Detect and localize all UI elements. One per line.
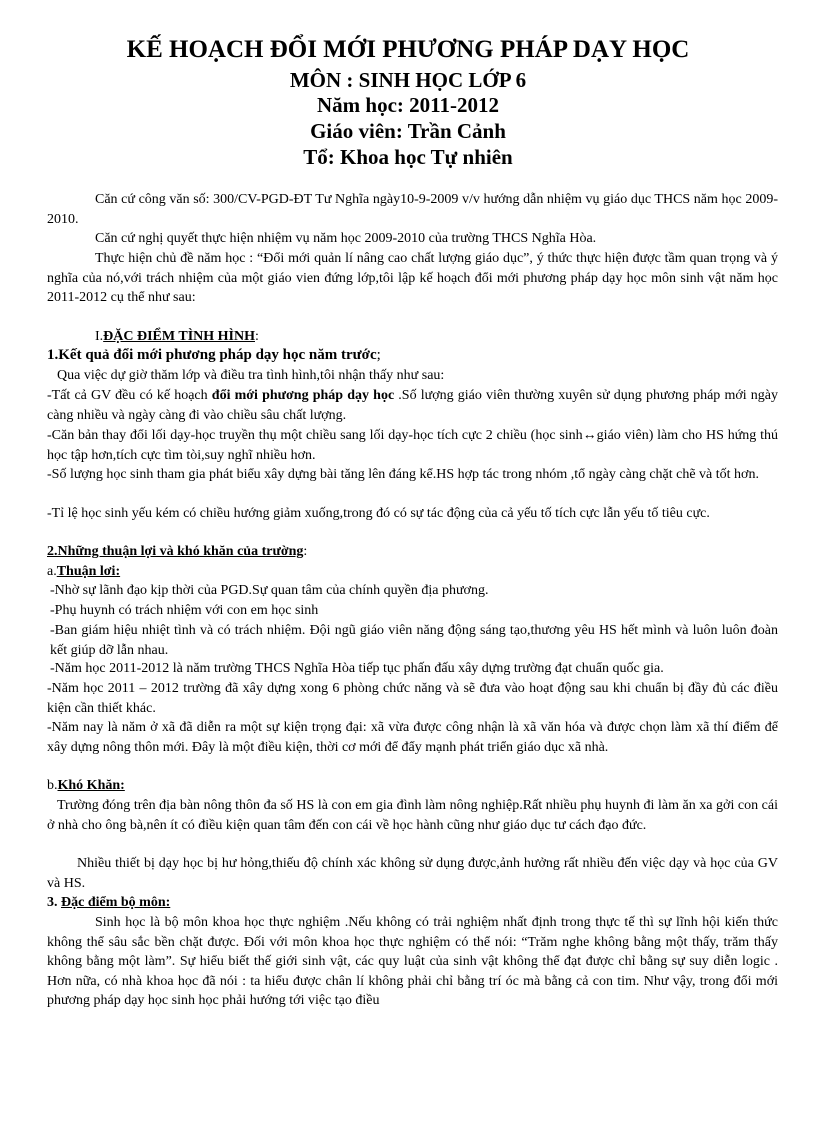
subsection-2-title: 2.Những thuận lợi và khó khăn của trường [47, 544, 304, 559]
doc-teacher: Giáo viên: Trần Cảnh [310, 119, 506, 143]
doc-school-year: Năm học: 2011-2012 [317, 93, 499, 117]
result-item-2: -Căn bản thay đổi lối dạy-học truyền thụ một chiều sang lối dạy-học tích cực 2 chiều (học sinh↔giáo viên) làm cho HS hứng thú học tập hơn,tích cực tìm tòi,suy nghĩ nhiều hơn. [47, 428, 778, 463]
subsection-3-text: Sinh học là bộ môn khoa học thực nghiệm .Nếu không có trải nghiệm nhất định trong thực tế thì sự lĩnh hội kiến thức không thể sâu sắc bền chặt được. Đối với môn khoa học thực nghiệm có thể nói: “Trăm nghe không bằng một thấy, trăm thấy không bằng một làm”. Sự hiểu biết thế giới sinh vật, các quy luật của sinh vật không thể đạt được chỉ bằng sự suy diễn logic . Hơn nữa, có nhà khoa học đã nói : ta hiểu được chân lí không phải chỉ bằng trí óc mà bằng cả con tim. Như vậy, trong đổi mới phương pháp dạy học sinh học phải hướng tới việc tạo điều [47, 915, 778, 1008]
advantage-item: -Phụ huynh có trách nhiệm với con em học sinh [50, 603, 319, 618]
result-item-1-text: -Tất cả GV đều có kế hoạch [47, 388, 212, 403]
intro-paragraph-1: Căn cứ công văn số: 300/CV-PGD-ĐT Tư Nghĩa ngày10-9-2009 v/v hướng dẫn nhiệm vụ giáo dục THCS năm học 2009-2010. [47, 192, 778, 227]
advantage-item: -Năm học 2011 – 2012 trường đã xây dựng xong 6 phòng chức năng và sẽ đưa vào hoạt động sau khi chuẩn bị đầy đủ các điều kiện cần thiết khác. [47, 681, 778, 716]
difficulty-item: Nhiều thiết bị dạy học bị hư hỏng,thiếu độ chính xác không sử dụng được,ảnh hưởng rất nhiều đến việc dạy và học của GV và HS. [47, 856, 778, 891]
section-heading [47, 327, 778, 347]
subsection-3-heading [47, 893, 778, 913]
subsection-1-intro: Qua việc dự giờ thăm lớp và điều tra tình hình,tôi nhận thấy như sau: [57, 368, 445, 383]
doc-title: KẾ HOẠCH ĐỔI MỚI PHƯƠNG PHÁP DẠY HỌC [126, 36, 690, 63]
section-title: ĐẶC ĐIỂM TÌNH HÌNH [103, 329, 255, 344]
subsection-2-heading [47, 542, 778, 562]
subsection-3-title: Đặc điểm bộ môn: [61, 895, 171, 910]
advantages-prefix: a. [47, 564, 57, 579]
advantages-title: Thuận lơi: [56, 564, 121, 579]
advantages-heading [47, 562, 778, 582]
subsection-1-suffix: ; [376, 347, 381, 363]
difficulties-heading [47, 776, 778, 796]
result-item-1-bold: đổi mới phương pháp dạy học [211, 388, 395, 403]
difficulties-prefix: b. [47, 778, 58, 793]
result-item-4: -Tỉ lệ học sinh yếu kém có chiều hướng giảm xuống,trong đó có sự tác động của cả yếu tố tích cực lẫn yếu tố tiêu cực. [47, 506, 710, 521]
doc-subject: MÔN : SINH HỌC LỚP 6 [289, 68, 527, 92]
section-title-suffix: : [254, 329, 259, 344]
result-item-1 [47, 386, 778, 425]
subsection-1-title: 1.Kết quả đổi mới phương pháp dạy học năm trước [47, 347, 377, 363]
intro-paragraph-2: Căn cứ nghị quyết thực hiện nhiệm vụ năm học 2009-2010 của trường THCS Nghĩa Hòa. [95, 231, 597, 246]
section-number: I. [95, 329, 104, 344]
subsection-1-heading [47, 346, 778, 366]
intro-paragraph-3: Thực hiện chủ đề năm học : “Đổi mới quản lí nâng cao chất lượng giáo dục”, ý thức thực hiện được tầm quan trọng và ý nghĩa của nó,với trách nhiệm của một giáo vien đứng lớp,tôi lập kế hoạch đổi mới phương pháp dạy học môn sinh vật năm học 2011-2012 cụ thể như sau: [47, 251, 778, 305]
difficulty-item: Trường đóng trên địa bàn nông thôn đa số HS là con em gia đình làm nông nghiệp.Rất nhiều phụ huynh đi làm ăn xa gởi con cái ở nhà cho ông bà,nên ít có điều kiện quan tâm đến con cái về học hành cũng như giáo dục tư cách đạo đức. [47, 798, 778, 833]
difficulties-title: Khó Khăn: [57, 778, 125, 793]
doc-department: Tổ: Khoa học Tự nhiên [303, 145, 513, 169]
subsection-3-number: 3. [47, 895, 61, 910]
advantage-item: -Năm nay là năm ở xã đã diễn ra một sự kiện trọng đại: xã vừa được công nhận là xã văn hóa và được chọn làm xã thí điểm để xây dựng nông thôn mới. Đây là một điều kiện, thời cơ mới để đẩy mạnh phát triển giáo dục xã nhà. [47, 720, 778, 755]
result-item-1-rest: .Số lượng giáo viên thường xuyên sử dụng phương pháp mới ngày càng nhiều và ngày càng đi vào chiều sâu chất lượng. [47, 388, 778, 423]
result-item-3: -Số lượng học sinh tham gia phát biểu xây dựng bài tăng lên đáng kể.HS hợp tác trong nhóm ,tổ ngày càng chặt chẽ và tốt hơn. [47, 467, 759, 482]
advantage-item: -Ban giám hiệu nhiệt tình và có trách nhiệm. Đội ngũ giáo viên năng động sáng tạo,thương yêu HS hết mình và luôn luôn đoàn kết giúp dỡ lẫn nhau. [50, 623, 778, 658]
subsection-2-suffix: : [303, 544, 308, 559]
advantage-item: -Nhờ sự lãnh đạo kịp thời của PGD.Sự quan tâm của chính quyền địa phương. [50, 583, 489, 598]
advantage-item: -Năm học 2011-2012 là năm trường THCS Nghĩa Hòa tiếp tục phấn đấu xây dựng trường đạt chuẩn quốc gia. [50, 661, 664, 676]
